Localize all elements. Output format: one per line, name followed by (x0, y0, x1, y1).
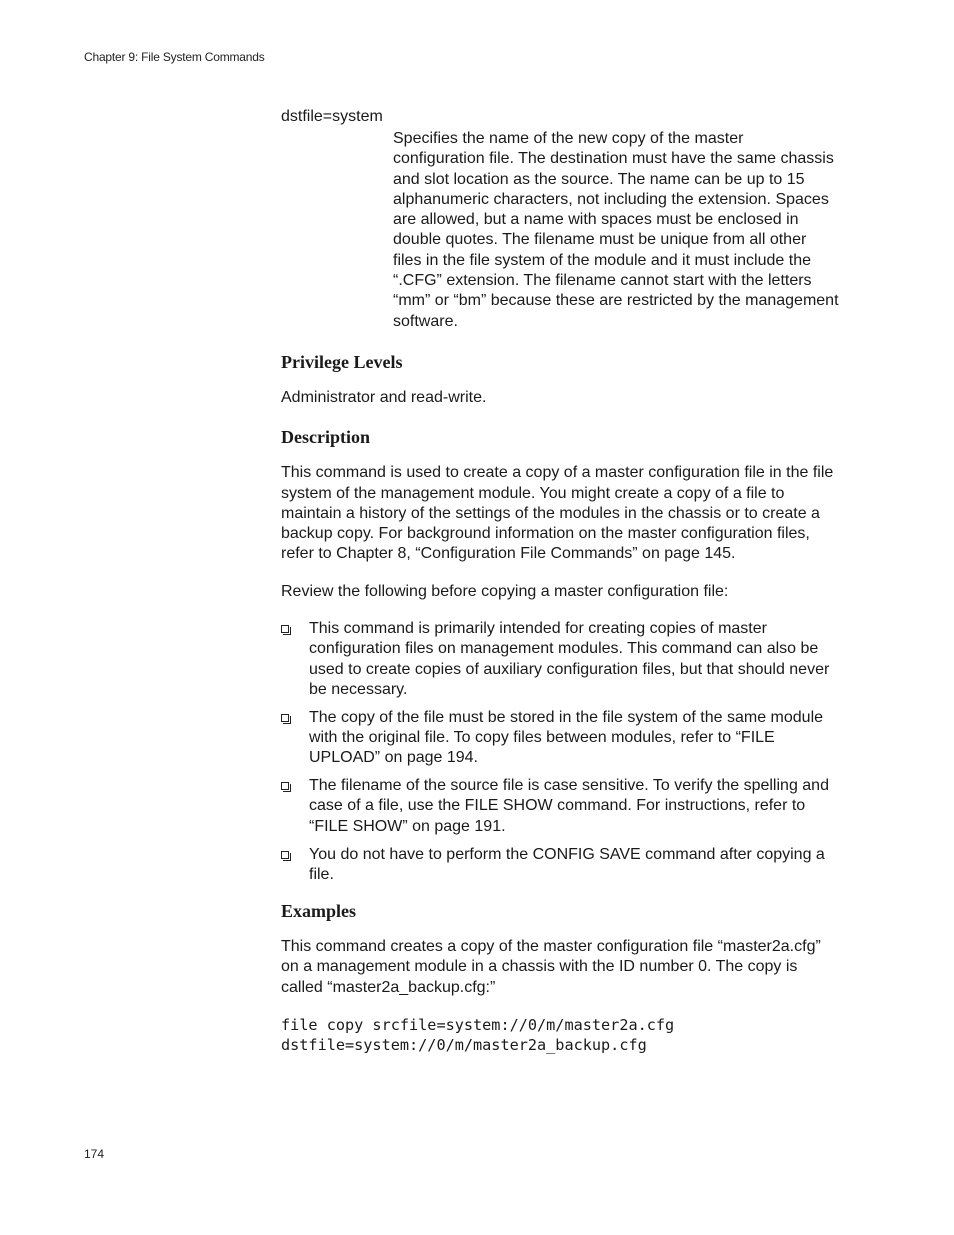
examples-paragraph: This command creates a copy of the master configuration file “master2a.cfg” on a management module in a chassis with the ID number 0. The copy is called “master2a_backup.cfg:” (281, 938, 821, 996)
list-item-text: The filename of the source file is case sensitive. To verify the spelling and case of a file, use the FILE SHOW command. For instructions, refer to “FILE SHOW” on page 191. (309, 777, 829, 835)
checkbox-bullet-icon (281, 625, 289, 633)
list-item (281, 845, 841, 886)
parameter-description: Specifies the name of the new copy of the master configuration file. The destination must have the same chassis and slot location as the source. The name can be up to 15 alphanumeric characters, not including the extension. Spaces are allowed, but a name with spaces must be enclosed in double quotes. The filename must be unique from all other files in the file system of the module and it must include the “.CFG” extension. The filename cannot start with the letters “mm” or “bm” because these are restricted by the management software. (393, 130, 839, 330)
running-head: Chapter 9: File System Commands (84, 50, 265, 64)
page-number: 174 (84, 1147, 105, 1161)
review-bullet-list (281, 619, 841, 885)
list-item-text: You do not have to perform the CONFIG SAVE command after copying a file. (309, 845, 825, 883)
checkbox-bullet-icon (281, 782, 289, 790)
checkbox-bullet-icon (281, 851, 289, 859)
list-item (281, 708, 841, 769)
checkbox-bullet-icon (281, 714, 289, 722)
privilege-levels-heading: Privilege Levels (281, 352, 403, 372)
code-example (281, 1015, 841, 1055)
code-line: dstfile=system://0/m/master2a_backup.cfg (281, 1036, 647, 1055)
list-item-text: The copy of the file must be stored in the file system of the same module with the original file. To copy files between modules, refer to “FILE UPLOAD” on page 194. (309, 708, 824, 767)
description-heading: Description (281, 427, 370, 448)
list-item-text: This command is primarily intended for creating copies of master configuration files on management modules. This command can also be used to create copies of auxiliary configuration files, but that should never be necessary. (309, 620, 830, 698)
main-content (281, 350, 841, 1055)
list-item (281, 776, 841, 837)
code-line: file copy srcfile=system://0/m/master2a.cfg (281, 1016, 675, 1035)
privilege-levels-text: Administrator and read-write. (281, 389, 487, 406)
description-paragraph: This command is used to create a copy of a master configuration file in the file system of the management module. You might create a copy of a file to maintain a history of the settings of the modules in the chassis or to create a backup copy. For background information on the master configuration files, refer to Chapter 8, “Configuration File Commands” on page 145. (281, 464, 834, 563)
examples-heading: Examples (281, 901, 357, 922)
list-item (281, 619, 841, 700)
review-intro-paragraph: Review the following before copying a master configuration file: (281, 582, 729, 600)
parameter-name: dstfile=system (281, 108, 383, 125)
